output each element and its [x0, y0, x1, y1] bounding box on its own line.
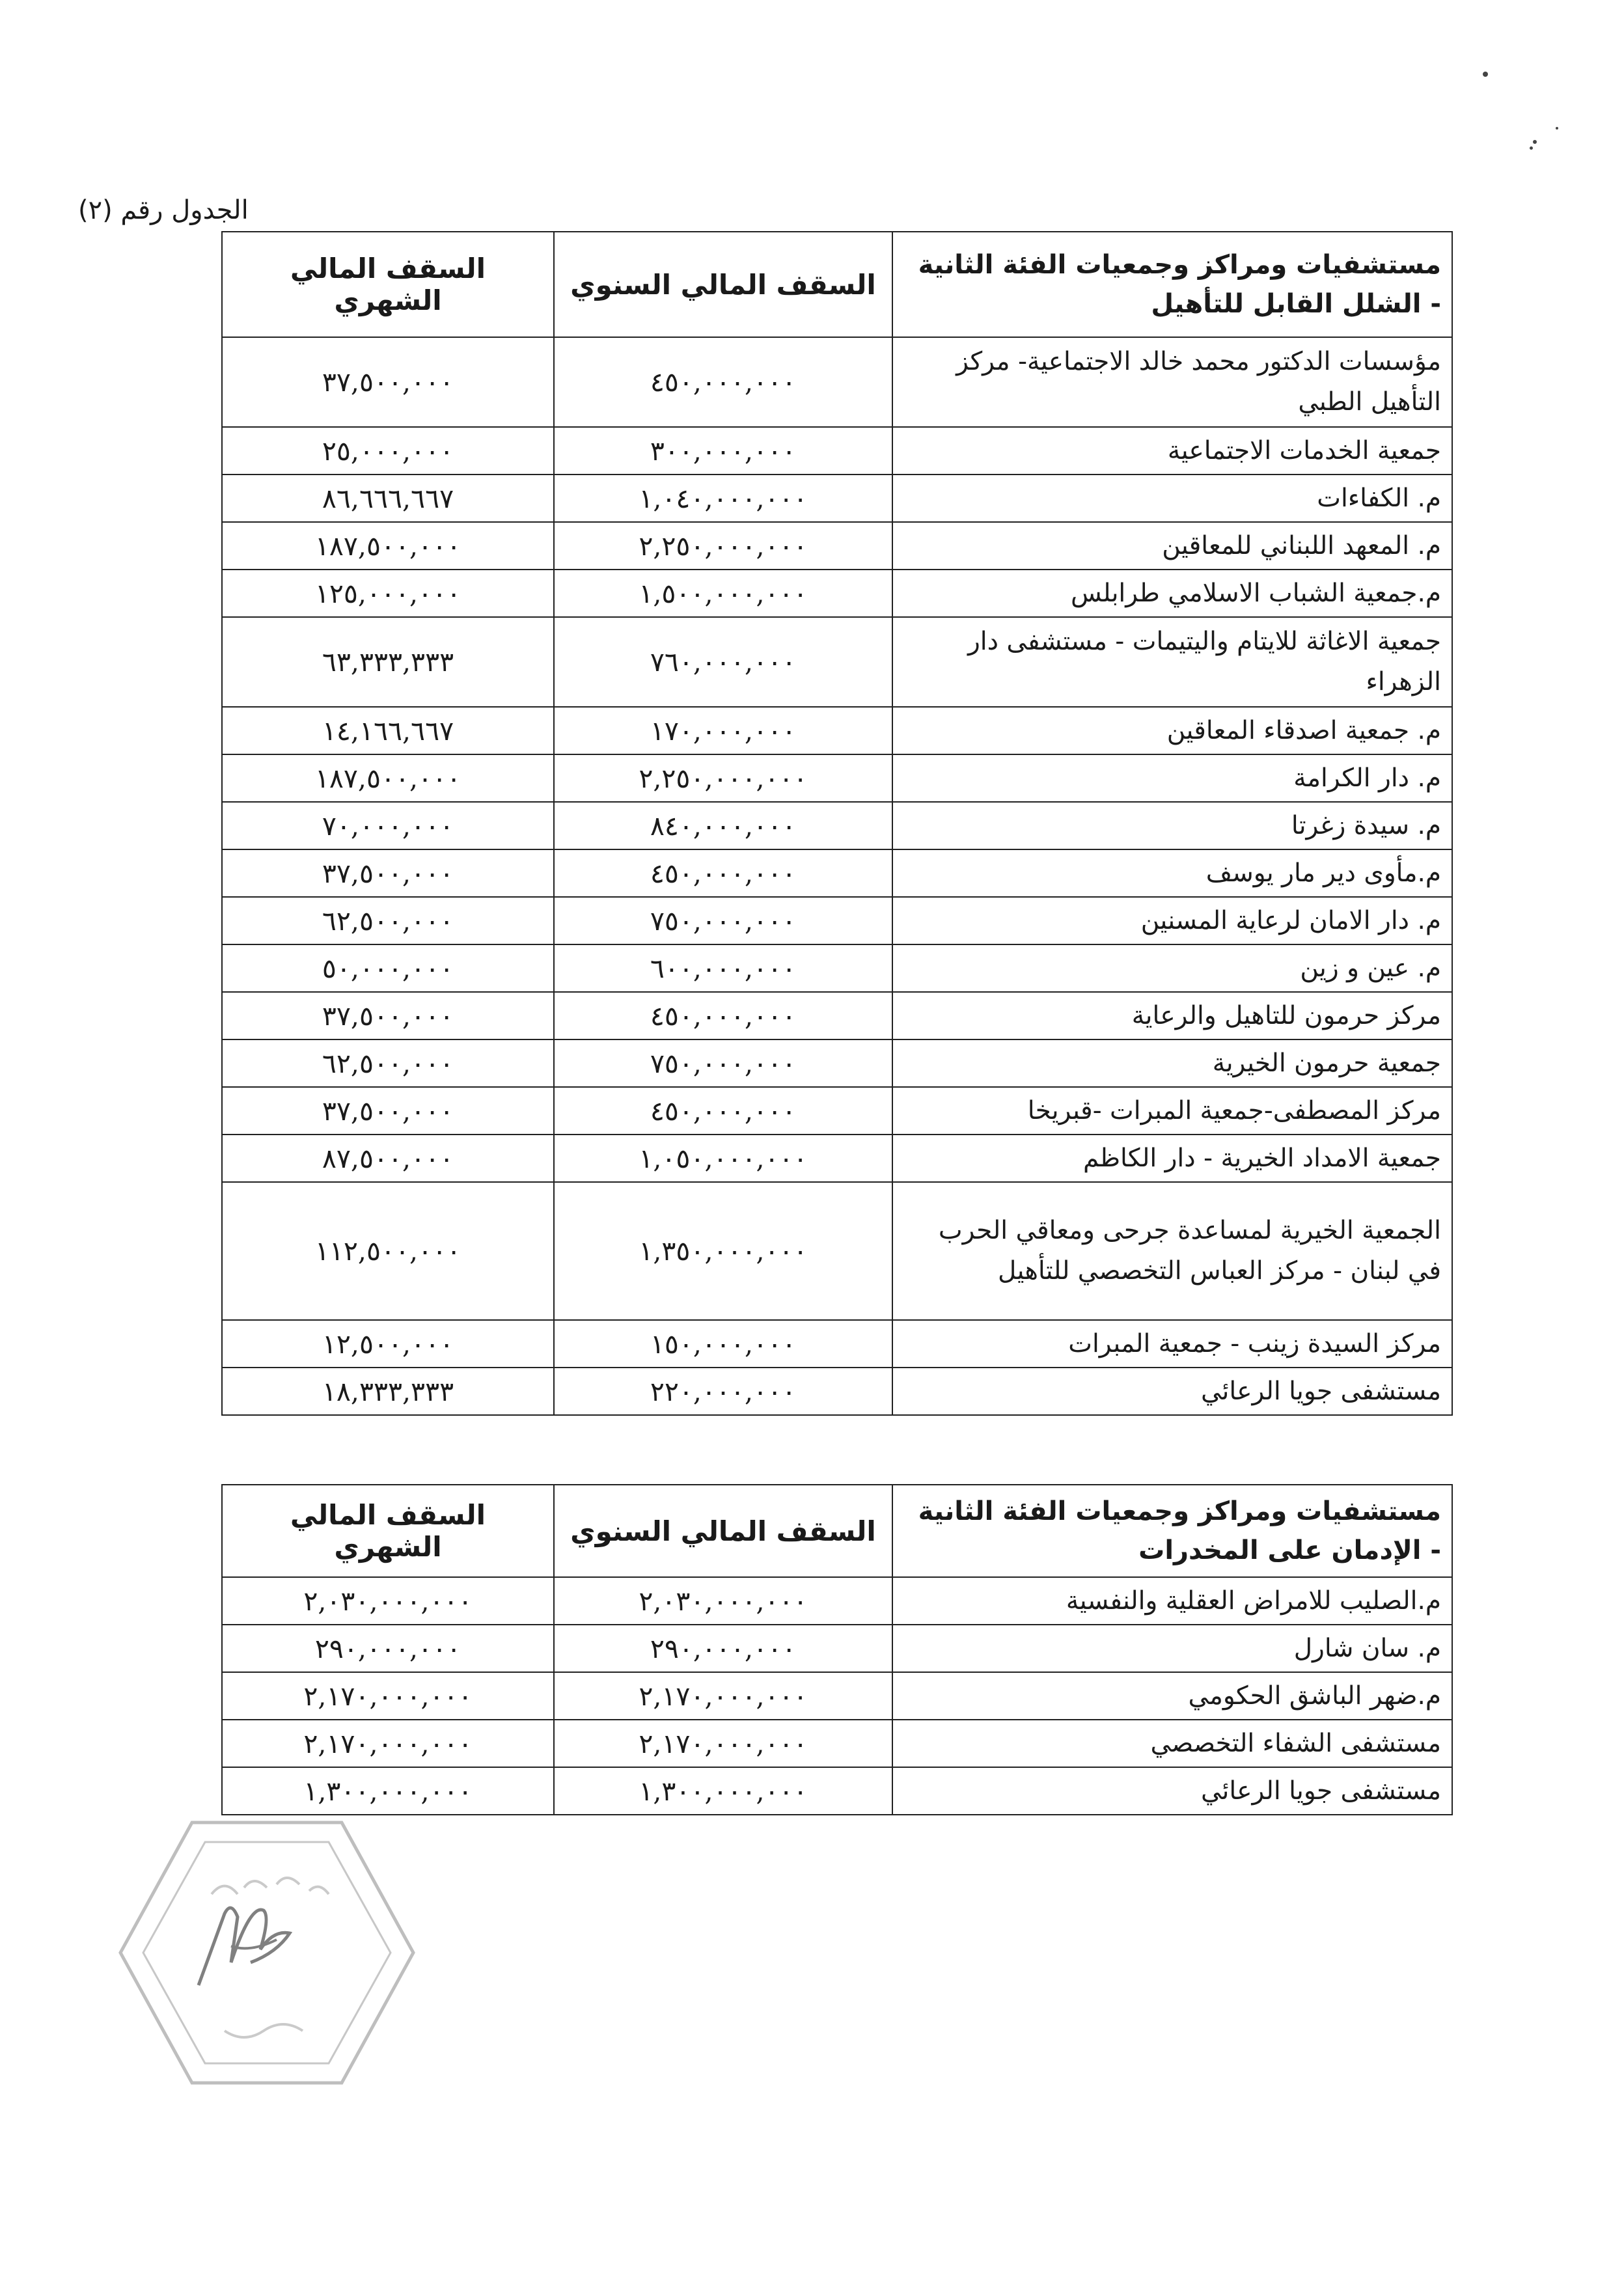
- row-name: مؤسسات الدكتور محمد خالد الاجتماعية- مركز التأهيل الطبي: [892, 337, 1452, 427]
- row-annual: ٣٠٠,٠٠٠,٠٠٠: [554, 427, 892, 475]
- row-name: م. الكفاءات: [892, 475, 1452, 522]
- row-monthly: ٢,١٧٠,٠٠٠,٠٠٠: [222, 1672, 554, 1720]
- row-annual: ٢٩٠,٠٠٠,٠٠٠: [554, 1625, 892, 1672]
- row-annual: ٢,١٧٠,٠٠٠,٠٠٠: [554, 1720, 892, 1767]
- row-monthly: ٢٥,٠٠٠,٠٠٠: [222, 427, 554, 475]
- row-name: مستشفى جويا الرعائي: [892, 1767, 1452, 1815]
- table-rehabilitation: [221, 231, 1453, 1416]
- row-name: جمعية الامداد الخيرية - دار الكاظم: [892, 1135, 1452, 1182]
- table-row: [222, 1625, 1452, 1672]
- row-monthly: ٣٧,٥٠٠,٠٠٠: [222, 1087, 554, 1135]
- row-annual: ٧٦٠,٠٠٠,٠٠٠: [554, 617, 892, 707]
- table-row: [222, 1182, 1452, 1320]
- row-monthly: ١٨٧,٥٠٠,٠٠٠: [222, 522, 554, 570]
- header-annual: السقف المالي السنوي: [554, 1485, 892, 1577]
- row-monthly: ٦٣,٣٣٣,٣٣٣: [222, 617, 554, 707]
- table-row: [222, 570, 1452, 617]
- row-annual: ٤٥٠,٠٠٠,٠٠٠: [554, 1087, 892, 1135]
- row-monthly: ٥٠,٠٠٠,٠٠٠: [222, 944, 554, 992]
- row-annual: ١,٠٤٠,٠٠٠,٠٠٠: [554, 475, 892, 522]
- table-row: [222, 1720, 1452, 1767]
- table-addiction: [221, 1484, 1453, 1815]
- row-name: م. المعهد اللبناني للمعاقين: [892, 522, 1452, 570]
- table-row: [222, 427, 1452, 475]
- scan-speck: [1533, 140, 1537, 144]
- row-monthly: ٨٦,٦٦٦,٦٦٧: [222, 475, 554, 522]
- row-annual: ٤٥٠,٠٠٠,٠٠٠: [554, 992, 892, 1039]
- table-row: [222, 1672, 1452, 1720]
- scan-speck: [1483, 72, 1488, 77]
- table-row: [222, 337, 1452, 427]
- row-annual: ١٧٠,٠٠٠,٠٠٠: [554, 707, 892, 754]
- table-row: [222, 849, 1452, 897]
- row-name: جمعية حرمون الخيرية: [892, 1039, 1452, 1087]
- header-name: مستشفيات ومراكز وجمعيات الفئة الثانية - الشلل القابل للتأهيل: [892, 232, 1452, 337]
- row-monthly: ٢,٠٣٠,٠٠٠,٠٠٠: [222, 1577, 554, 1625]
- row-monthly: ١,٣٠٠,٠٠٠,٠٠٠: [222, 1767, 554, 1815]
- row-name: م.جمعية الشباب الاسلامي طرابلس: [892, 570, 1452, 617]
- row-annual: ١,٣٥٠,٠٠٠,٠٠٠: [554, 1182, 892, 1320]
- header-annual: السقف المالي السنوي: [554, 232, 892, 337]
- table-row: [222, 707, 1452, 754]
- table-row: [222, 754, 1452, 802]
- row-annual: ٢,٠٣٠,٠٠٠,٠٠٠: [554, 1577, 892, 1625]
- row-monthly: ٧٠,٠٠٠,٠٠٠: [222, 802, 554, 849]
- scan-speck: [1556, 127, 1558, 130]
- row-name: مركز المصطفى-جمعية المبرات -قبريخا: [892, 1087, 1452, 1135]
- header-monthly: السقف المالي الشهري: [222, 232, 554, 337]
- row-monthly: ٣٧,٥٠٠,٠٠٠: [222, 992, 554, 1039]
- row-name: م. سان شارل: [892, 1625, 1452, 1672]
- official-stamp-icon: [114, 1816, 420, 2089]
- scan-speck: [1530, 146, 1533, 150]
- row-name: م. دار الامان لرعاية المسنين: [892, 897, 1452, 944]
- table-header-row: [222, 1485, 1452, 1577]
- table-row: [222, 1320, 1452, 1368]
- row-annual: ١,٠٥٠,٠٠٠,٠٠٠: [554, 1135, 892, 1182]
- row-name: مركز حرمون للتاهيل والرعاية: [892, 992, 1452, 1039]
- table-row: [222, 617, 1452, 707]
- table-row: [222, 1767, 1452, 1815]
- row-name: م. دار الكرامة: [892, 754, 1452, 802]
- row-annual: ٦٠٠,٠٠٠,٠٠٠: [554, 944, 892, 992]
- row-monthly: ١٢٥,٠٠٠,٠٠٠: [222, 570, 554, 617]
- row-annual: ٤٥٠,٠٠٠,٠٠٠: [554, 337, 892, 427]
- row-monthly: ١١٢,٥٠٠,٠٠٠: [222, 1182, 554, 1320]
- row-name: الجمعية الخيرية لمساعدة جرحى ومعاقي الحرب في لبنان - مركز العباس التخصصي للتأهيل: [892, 1182, 1452, 1320]
- row-annual: ١٥٠,٠٠٠,٠٠٠: [554, 1320, 892, 1368]
- row-monthly: ٦٢,٥٠٠,٠٠٠: [222, 1039, 554, 1087]
- table-row: [222, 1135, 1452, 1182]
- row-name: مركز السيدة زينب - جمعية المبرات: [892, 1320, 1452, 1368]
- row-annual: ١,٣٠٠,٠٠٠,٠٠٠: [554, 1767, 892, 1815]
- table-row: [222, 944, 1452, 992]
- row-monthly: ٦٢,٥٠٠,٠٠٠: [222, 897, 554, 944]
- row-annual: ٢,٢٥٠,٠٠٠,٠٠٠: [554, 754, 892, 802]
- row-name: جمعية الاغاثة للايتام واليتيمات - مستشفى دار الزهراء: [892, 617, 1452, 707]
- table-row: [222, 992, 1452, 1039]
- row-monthly: ٣٧,٥٠٠,٠٠٠: [222, 849, 554, 897]
- row-monthly: ٢٩٠,٠٠٠,٠٠٠: [222, 1625, 554, 1672]
- row-monthly: ١٨,٣٣٣,٣٣٣: [222, 1368, 554, 1415]
- row-annual: ١,٥٠٠,٠٠٠,٠٠٠: [554, 570, 892, 617]
- row-name: جمعية الخدمات الاجتماعية: [892, 427, 1452, 475]
- row-annual: ٧٥٠,٠٠٠,٠٠٠: [554, 1039, 892, 1087]
- row-annual: ٢,١٧٠,٠٠٠,٠٠٠: [554, 1672, 892, 1720]
- row-monthly: ١٢,٥٠٠,٠٠٠: [222, 1320, 554, 1368]
- row-annual: ٢,٢٥٠,٠٠٠,٠٠٠: [554, 522, 892, 570]
- row-annual: ٢٢٠,٠٠٠,٠٠٠: [554, 1368, 892, 1415]
- row-monthly: ٨٧,٥٠٠,٠٠٠: [222, 1135, 554, 1182]
- table-row: [222, 1368, 1452, 1415]
- row-name: م. جمعية اصدقاء المعاقين: [892, 707, 1452, 754]
- table-label: الجدول رقم (٢): [78, 195, 249, 225]
- row-monthly: ٣٧,٥٠٠,٠٠٠: [222, 337, 554, 427]
- row-name: م.ضهر الباشق الحكومي: [892, 1672, 1452, 1720]
- row-monthly: ١٨٧,٥٠٠,٠٠٠: [222, 754, 554, 802]
- table-row: [222, 1039, 1452, 1087]
- row-annual: ٤٥٠,٠٠٠,٠٠٠: [554, 849, 892, 897]
- header-name: مستشفيات ومراكز وجمعيات الفئة الثانية - الإدمان على المخدرات: [892, 1485, 1452, 1577]
- table-row: [222, 475, 1452, 522]
- table-row: [222, 522, 1452, 570]
- stamp-graphic: [114, 1816, 420, 2089]
- row-name: مستشفى جويا الرعائي: [892, 1368, 1452, 1415]
- row-name: م. عين و زين: [892, 944, 1452, 992]
- table-row: [222, 1087, 1452, 1135]
- row-name: مستشفى الشفاء التخصصي: [892, 1720, 1452, 1767]
- row-name: م. سيدة زغرتا: [892, 802, 1452, 849]
- row-name: م.الصليب للامراض العقلية والنفسية: [892, 1577, 1452, 1625]
- row-monthly: ٢,١٧٠,٠٠٠,٠٠٠: [222, 1720, 554, 1767]
- row-annual: ٧٥٠,٠٠٠,٠٠٠: [554, 897, 892, 944]
- table-row: [222, 1577, 1452, 1625]
- table-row: [222, 802, 1452, 849]
- row-monthly: ١٤,١٦٦,٦٦٧: [222, 707, 554, 754]
- table-row: [222, 897, 1452, 944]
- row-annual: ٨٤٠,٠٠٠,٠٠٠: [554, 802, 892, 849]
- table-header-row: [222, 232, 1452, 337]
- header-monthly: السقف المالي الشهري: [222, 1485, 554, 1577]
- row-name: م.مأوى دير مار يوسف: [892, 849, 1452, 897]
